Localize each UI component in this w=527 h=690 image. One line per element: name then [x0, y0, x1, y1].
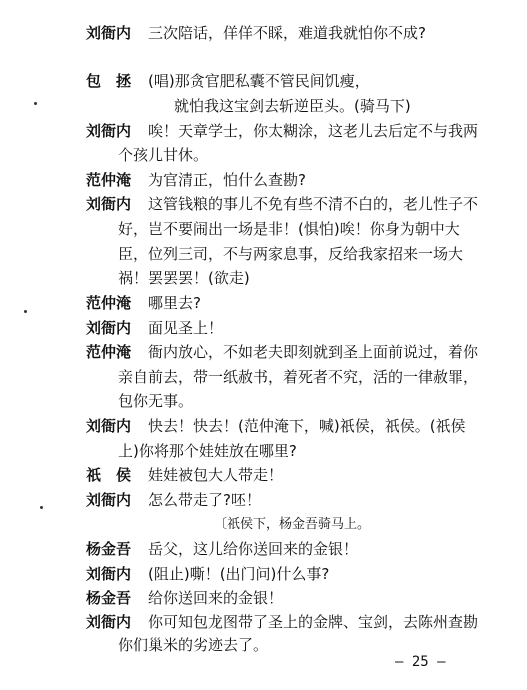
speaker-name: 刘衙内: [86, 24, 132, 42]
dialogue-text: 好，岂不要闹出一场是非！(惧怕)唉！你身为朝中大: [118, 220, 460, 238]
dialogue-text: 面见圣上！: [148, 319, 224, 337]
dialogue-text: 唉！天章学士，你太糊涂，这老儿去后定不与我两: [148, 122, 479, 140]
dialogue-text: 为官清正，怕什么查勘?: [148, 171, 306, 189]
dialogue-text: 娃娃被包大人带走！: [148, 466, 284, 484]
speaker-name: 刘衙内: [86, 491, 132, 509]
dialogue-text: 个孩儿甘休。: [118, 146, 209, 164]
dialogue-text: 这管钱粮的事儿不免有些不清不白的，老儿性子不: [148, 195, 479, 213]
dialogue-text: 包你无事。: [118, 392, 194, 410]
dialogue-text: 祸！罢罢罢！(欲走): [118, 269, 250, 287]
dialogue-text: 岳父，这儿给你送回来的金银！: [148, 540, 359, 558]
dialogue-text: 衙内放心，不如老夫即刻就到圣上面前说过，着你: [148, 343, 479, 361]
dialogue-text: 三次陪话，佯佯不睬，难道我就怕你不成?: [148, 24, 426, 42]
dialogue-text: 上)你将那个娃娃放在哪里?: [118, 442, 297, 460]
dialogue-text: 就怕我这宝剑去斩逆臣头。(骑马下): [174, 97, 411, 115]
dialogue-text: 〔祇侯下，杨金吾骑马上。: [214, 517, 371, 532]
dialogue-text: 你们巢米的劣迹去了。: [118, 636, 269, 654]
speck-mark: [24, 310, 27, 313]
speaker-name: 包 拯: [86, 72, 132, 90]
speaker-name: 杨金吾: [86, 589, 132, 607]
speaker-name: 范仲淹: [86, 343, 132, 361]
dialogue-text: (唱)那贪官肥私囊不管民间饥瘦，: [148, 72, 370, 90]
dialogue-text: 怎么带走了?呸！: [148, 491, 261, 509]
dialogue-text: 给你送回来的金银！: [148, 589, 284, 607]
speaker-name: 范仲淹: [86, 171, 132, 189]
dialogue-text: 你可知包龙图带了圣上的金牌、宝剑，去陈州查勘: [148, 613, 479, 631]
speaker-name: 刘衙内: [86, 565, 132, 583]
speaker-name: 祇 侯: [86, 466, 132, 484]
speaker-name: 范仲淹: [86, 294, 132, 312]
dialogue-text: 臣，位列三司，不与两家息事，反给我家招来一场大: [118, 245, 464, 263]
speck-mark: [40, 506, 43, 509]
speaker-name: 刘衙内: [86, 195, 132, 213]
page-number: — 25 —: [395, 654, 446, 670]
speck-mark: [34, 102, 37, 105]
speaker-name: 杨金吾: [86, 540, 132, 558]
dialogue-text: 快去！快去！(范仲淹下，喊)祇侯，祇侯。(祇侯: [148, 417, 466, 435]
speaker-name: 刘衙内: [86, 122, 132, 140]
dialogue-text: (阻止)嘶！(出门问)什么事?: [148, 565, 330, 583]
dialogue-text: 哪里去?: [148, 294, 201, 312]
speaker-name: 刘衙内: [86, 613, 132, 631]
dialogue-text: 亲自前去，带一纸赦书，着死者不究，活的一律赦罪，: [118, 368, 479, 386]
speaker-name: 刘衙内: [86, 417, 132, 435]
speaker-name: 刘衙内: [86, 319, 132, 337]
